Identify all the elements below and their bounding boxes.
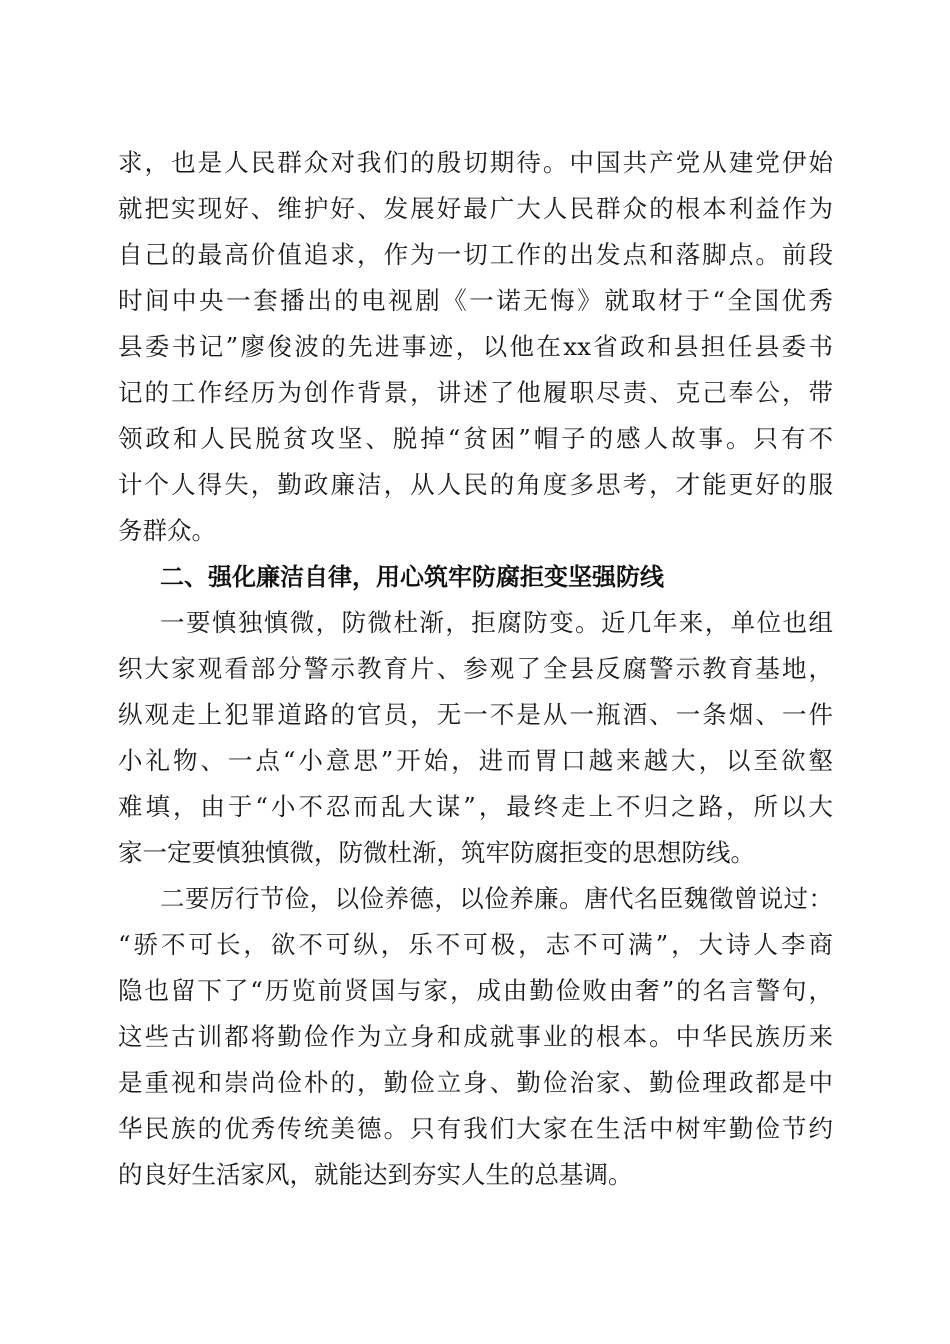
paragraph-3-line-2: “骄不可长，欲不可纵，乐不可极，志不可满”，大诗人李商 xyxy=(118,930,833,959)
paragraph-3-line-7: 的良好生活家风，就能达到夯实人生的总基调。 xyxy=(118,1160,633,1189)
paragraph-1-line-2: 就把实现好、维护好、发展好最广大人民群众的根本利益作为 xyxy=(118,194,833,223)
paragraph-3-line-3: 隐也留下了“历览前贤国与家，成由勤俭败由奢”的名言警句， xyxy=(118,976,833,1005)
paragraph-3-line-5: 是重视和崇尚俭朴的，勤俭立身、勤俭治家、勤俭理政都是中 xyxy=(118,1068,833,1097)
paragraph-2-line-4: 小礼物、一点“小意思”开始，进而胃口越来越大，以至欲壑 xyxy=(118,746,833,775)
paragraph-2-line-5: 难填，由于“小不忍而乱大谋”，最终走上不归之路，所以大 xyxy=(118,792,833,821)
paragraph-1-line-8: 计个人得失，勤政廉洁，从人民的角度多思考，才能更好的服 xyxy=(118,470,833,499)
paragraph-2-line-2: 织大家观看部分警示教育片、参观了全县反腐警示教育基地， xyxy=(118,654,833,683)
paragraph-3-line-4: 这些古训都将勤俭作为立身和成就事业的根本。中华民族历来 xyxy=(118,1022,833,1051)
paragraph-1-line-5: 县委书记”廖俊波的先进事迹，以他在xx省政和县担任县委书 xyxy=(118,332,833,361)
paragraph-3-line-6: 华民族的优秀传统美德。只有我们大家在生活中树牢勤俭节约 xyxy=(118,1114,833,1143)
paragraph-2-line-1: 一要慎独慎微，防微杜渐，拒腐防变。近几年来，单位也组 xyxy=(160,608,833,637)
paragraph-1-line-9: 务群众。 xyxy=(118,516,216,545)
paragraph-1-line-7: 领政和人民脱贫攻坚、脱掉“贫困”帽子的感人故事。只有不 xyxy=(118,424,833,453)
paragraph-1-line-4: 时间中央一套播出的电视剧《一诺无悔》就取材于“全国优秀 xyxy=(118,286,833,315)
paragraph-2-line-6: 家一定要慎独慎微，防微杜渐，筑牢防腐拒变的思想防线。 xyxy=(118,838,755,867)
section-heading: 二、强化廉洁自律，用心筑牢防腐拒变坚强防线 xyxy=(160,563,664,591)
paragraph-1-line-6: 记的工作经历为创作背景，讲述了他履职尽责、克己奉公，带 xyxy=(118,378,833,407)
paragraph-2-line-3: 纵观走上犯罪道路的官员，无一不是从一瓶酒、一条烟、一件 xyxy=(118,700,833,729)
paragraph-3-line-1: 二要厉行节俭，以俭养德，以俭养廉。唐代名臣魏徵曾说过： xyxy=(160,884,833,913)
paragraph-1-line-1: 求，也是人民群众对我们的殷切期待。中国共产党从建党伊始 xyxy=(118,148,833,177)
paragraph-1-line-3: 自己的最高价值追求，作为一切工作的出发点和落脚点。前段 xyxy=(118,240,833,269)
